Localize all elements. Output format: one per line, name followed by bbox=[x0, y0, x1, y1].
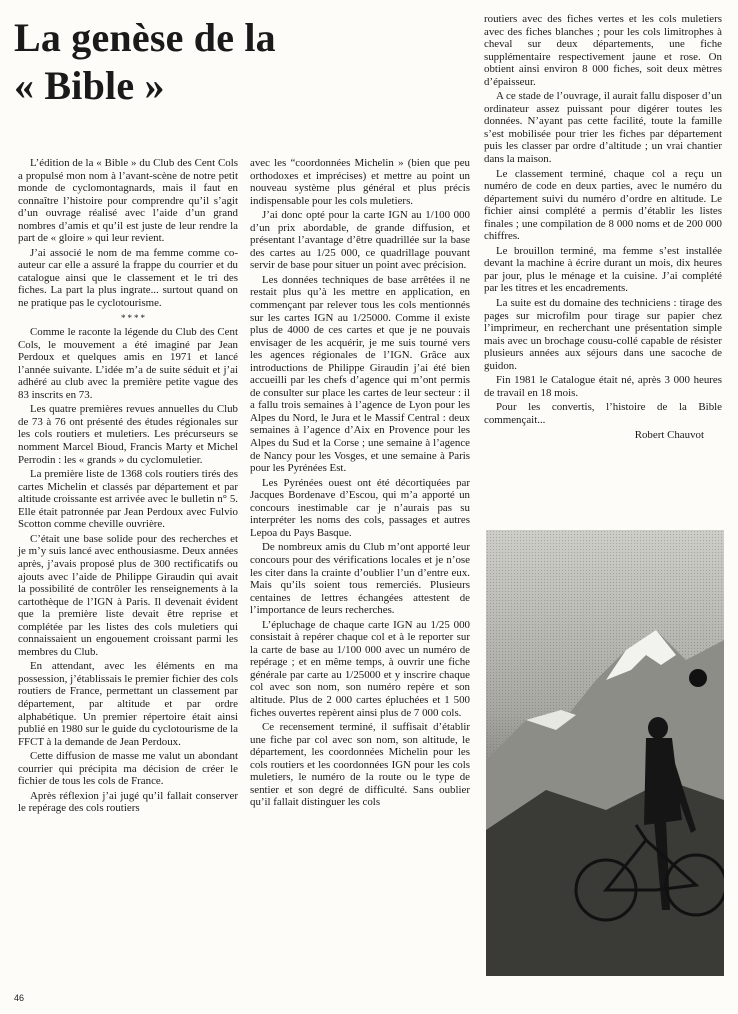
paragraph: C’était une base solide pour des recherches et je m’y suis lancé avec enthousiasme. Deux années après, j’avais proposé plus de 300 rectificatifs ou ajouts avec l’aide de Philippe Giraudin qui avait la possibilité de contrôler les renseignements à la cartothèque de l’IGN à Paris. Il devenait évident que la première liste devait être reprise et complétée par les listes des cols muletiers qui connaissaient un engouement croissant parmi les membres du Club. bbox=[18, 532, 238, 658]
paragraph: Les données techniques de base arrêtées il ne restait plus qu’à les mettre en application, en commençant par relever tous les cols mentionnés sur les cartes IGN au 1/25000. Comme il existe plus de 4000 de ces cartes et que je ne pouvais envisager de les acquérir, je me suis tourné vers les agences régionales de l’IGN. Grâce aux introductions de Philippe Giraudin j’ai été bien accueilli par les chefs d’agence qui m’ont permis de consulter sur place les cartes de leur secteur : il a fallu trois semaines à l’agence de Lyon pour les Alpes du Nord, le Jura et le Massif Central : deux semaines à l’agence d’Aix en Provence pour les Alpes du Sud et la Corse ; une semaine à l’agence de Nancy pour les Vosges, et une semaine à Paris pour les Pyrénées Est. bbox=[250, 273, 470, 475]
paragraph: Les Pyrénées ouest ont été décortiquées par Jacques Bordenave d’Escou, qui m’a apporté un concours inestimable car je n’aurais pas su interpréter les noms des cols, passages et autres Lepoa du Pays Basque. bbox=[250, 476, 470, 539]
column-1 bbox=[18, 157, 238, 817]
paragraph: Pour les convertis, l’histoire de la Bible commençait... bbox=[484, 401, 722, 426]
cyclist-mountain-photo bbox=[486, 530, 724, 976]
paragraph: L’épluchage de chaque carte IGN au 1/25 000 consistait à repérer chaque col et à le reporter sur la carte de base au 1/100 000 avec un numéro de repérage ; et en même temps, à ouvrir une fiche générale par carte au 1/25000 et y inscrire chaque col avec son nom, son numéro repère et son altitude. Plus de 2 000 cartes épluchées et 1 500 fiches ouvertes repèrent ainsi plus de 7 000 cols. bbox=[250, 618, 470, 719]
paragraph: Fin 1981 le Catalogue était né, après 3 000 heures de travail en 18 mois. bbox=[484, 374, 722, 399]
paragraph: Ce recensement terminé, il suffisait d’établir une fiche par col avec son nom, son altitude, le département, les coordonnées Michelin pour les cols routiers et les coordonnées IGN pour les cols muletiers, le numéro de la route ou le type de sentier et son degré de difficulté. Sans oublier qu’il fallait distinguer les cols bbox=[250, 721, 470, 809]
paragraph: Cette diffusion de masse me valut un abondant courrier qui précipita ma décision de créer le fichier de tous les cols de France. bbox=[18, 750, 238, 788]
paragraph: Le classement terminé, chaque col a reçu un numéro de code en deux parties, avec le numéro du département suivi du numéro d’ordre en altitude. Le fichier ainsi complété a permis d’établir les listes finales ; une compilation de 8 000 noms et de 200 000 chiffres. bbox=[484, 167, 722, 243]
photo-illustration bbox=[486, 530, 724, 976]
author-signature: Robert Chauvot bbox=[634, 428, 704, 441]
paragraph: A ce stade de l’ouvrage, il aurait fallu disposer d’un ordinateur assez puissant pour digérer toutes les données. N’ayant pas cette facilité, toute la famille s’est mobilisée pour trier les fiches par département puis les classer par ordre d’altitude ; un vrai chantier dans la maison. bbox=[484, 90, 722, 166]
page-number: 46 bbox=[14, 993, 25, 1003]
paragraph: En attendant, avec les éléments en ma possession, j’établissais le premier fichier des cols routiers de France, permettant un classement par département, par altitude et par ordre alphabétique. Un premier répertoire était ainsi publié en 1980 sur le guide du cyclotourisme de la FFCT à la demande de Jean Perdoux. bbox=[18, 660, 238, 748]
paragraph: De nombreux amis du Club m’ont apporté leur concours pour des vérifications locales et je n’ose les citer dans la crainte d’oublier l’un d’entre eux. Mais qu’ils soient tous remerciés. Plusieurs centaines de lettres échangées attestent de l’importance de leurs recherches. bbox=[250, 541, 470, 617]
paragraph: Après réflexion j’ai jugé qu’il fallait conserver le repérage des cols routiers bbox=[18, 789, 238, 815]
paragraph: J’ai associé le nom de ma femme comme co-auteur car elle a assuré la frappe du courrier et du catalogue ainsi que le classement et le tri des fiches. La part la plus ingrate... surtout quand on ne pratique pas le cyclotourisme. bbox=[18, 246, 238, 310]
column-2 bbox=[250, 157, 470, 811]
paragraph: routiers avec des fiches vertes et les cols muletiers avec des fiches blanches ; pour les cols limitrophes à cheval sur deux départements, une fiche supplémentaire respectivement jaune et rose. On obtient ainsi environ 8 000 fiches, soit deux mètres d’épaisseur. bbox=[484, 13, 722, 88]
paragraph: L’édition de la « Bible » du Club des Cent Cols a propulsé mon nom à l’avant-scène de notre petit monde de cyclomontagnards, mais il faut en connaître l’histoire pour comprendre qu’il s’agit d’un ouvrage réalisé avec l’aide d’un grand nombres d’amis et qu’il est juste de leur rendre la part de « gloire » qui leur revient. bbox=[18, 157, 238, 245]
paragraph: Comme le raconte la légende du Club des Cent Cols, le mouvement a été imaginé par Jean Perdoux et quelques amis en 1971 et lancé l’année suivante. L’idée m’a de suite séduit et j’ai adhéré au club avec la première petite vague des 83 inscrits en 73. bbox=[18, 326, 238, 401]
paragraph: La première liste de 1368 cols routiers tirés des cartes Michelin et classés par département et par altitude croissante est arrivée avec le bulletin n° 5. Elle était patronnée par Jean Perdoux avec Fulvio Scotton comme cheville ouvrière. bbox=[18, 468, 238, 531]
column-3 bbox=[484, 13, 722, 443]
paragraph: J’ai donc opté pour la carte IGN au 1/100 000 d’un prix abordable, de grande diffusion, et présentant l’avantage d’être quadrillée sur la base des cartes au 1/25 000, ce quadrillage pouvant servir de base pour situer un point avec précision. bbox=[250, 209, 470, 272]
paragraph: Le brouillon terminé, ma femme s’est installée devant la machine à écrire durant un mois, dix heures par jour, plus le ménage et la cuisine. J’ai complété par les titres et les encadrements. bbox=[484, 244, 722, 295]
section-separator: **** bbox=[121, 312, 147, 323]
paragraph: La suite est du domaine des techniciens : tirage des pages sur microfilm pour tirage sur papier chez l’imprimeur, en recherchant une présentation simple mais avec un brochage cousu-collé capable de résister plusieurs années aux séjours dans une sacoche de guidon. bbox=[484, 297, 722, 372]
paragraph: Les quatre premières revues annuelles du Club de 73 à 76 ont présenté des études régionales sur les cols routiers et muletiers. Les précurseurs se nomment Marcel Bioud, Francis Marty et Michel Perrodin : les « grands » du cyclomuletier. bbox=[18, 403, 238, 466]
article-title: La genèse de la « Bible » bbox=[14, 15, 276, 108]
paragraph: avec les “coordonnées Michelin » (bien que peu orthodoxes et imprécises) et mettre au point un nouveau système plus général et plus précis indispensable pour les cols muletiers. bbox=[250, 157, 470, 207]
